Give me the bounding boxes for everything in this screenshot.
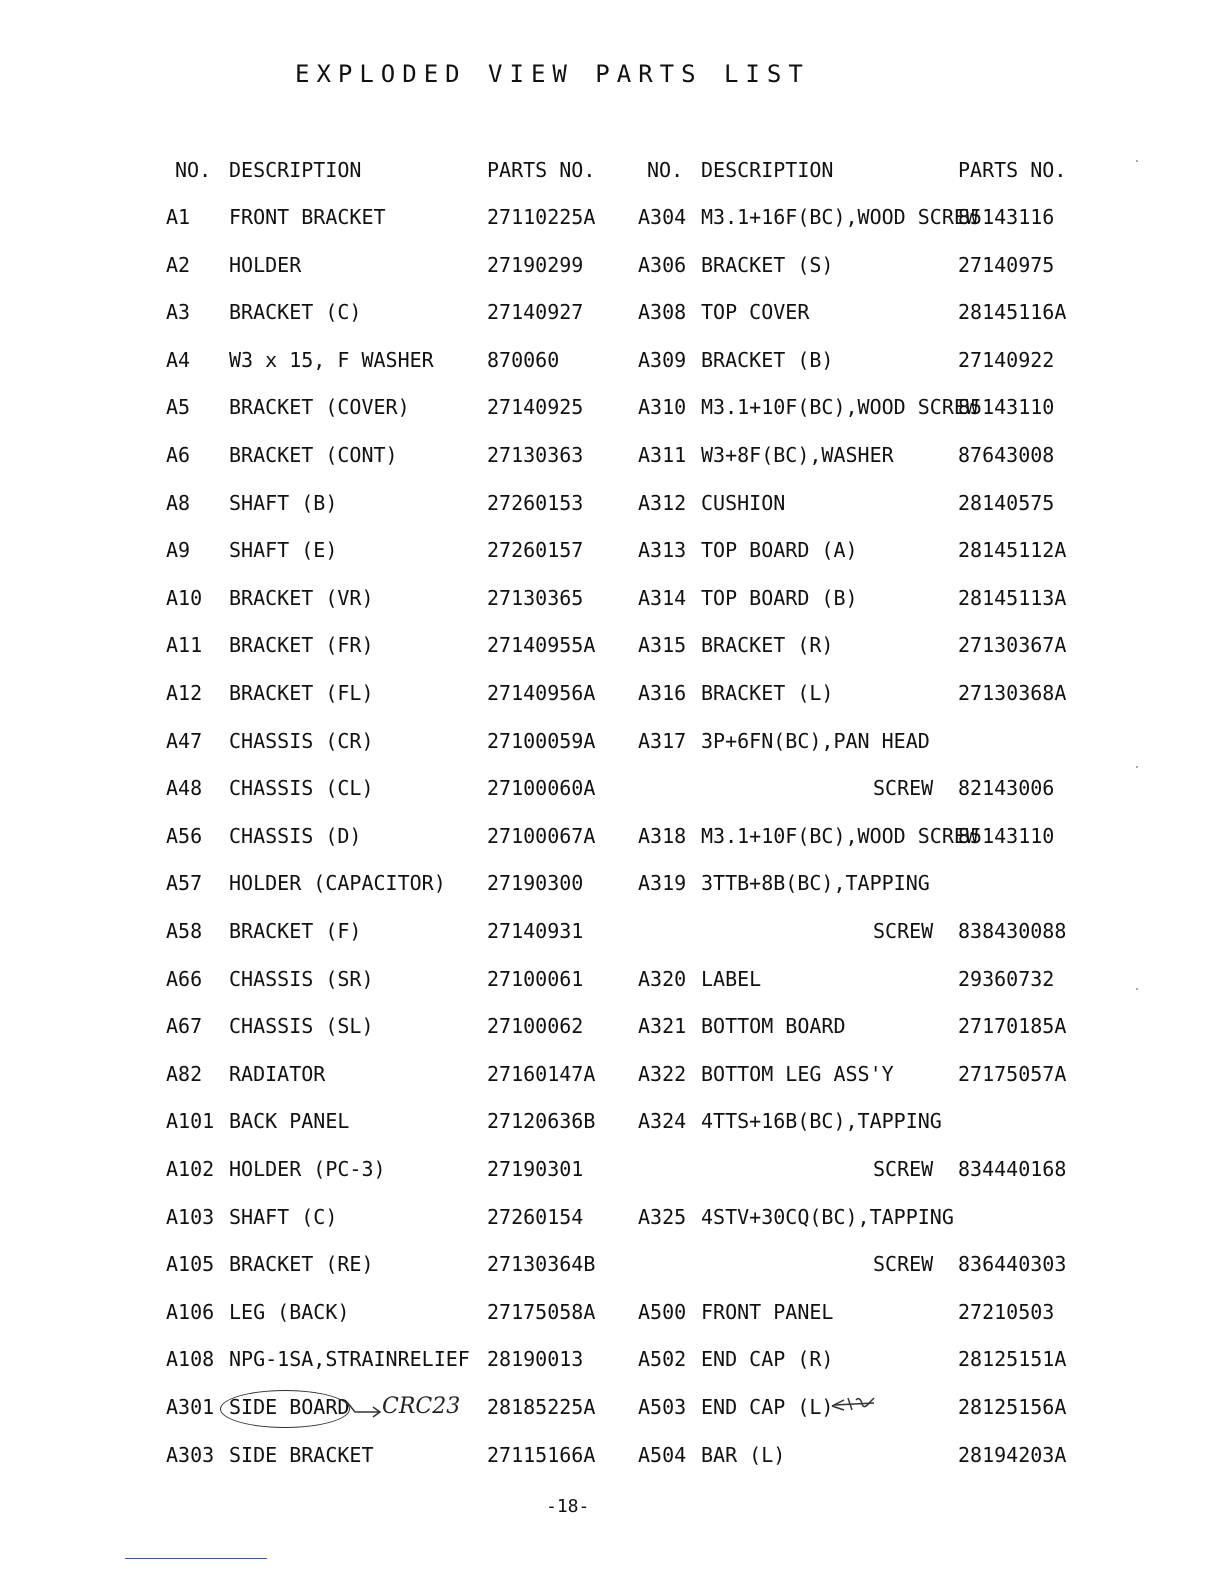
right-row-parts-no: 28145116A — [958, 300, 1067, 324]
page-number: -18- — [546, 1496, 590, 1517]
left-row-parts-no: 27100067A — [487, 824, 596, 848]
left-row-parts-no: 27190299 — [487, 253, 584, 277]
right-row-description: CUSHION — [701, 491, 786, 515]
right-row-no: A312 — [638, 491, 687, 515]
right-row-parts-no: 27170185A — [958, 1014, 1067, 1038]
right-row-parts-no: 29360732 — [958, 967, 1055, 991]
right-row-no: A316 — [638, 681, 687, 705]
left-row-no: A2 — [166, 253, 191, 277]
right-row-parts-no: 27130367A — [958, 633, 1067, 657]
left-row-parts-no: 27160147A — [487, 1062, 596, 1086]
left-row-description: BACK PANEL — [229, 1109, 350, 1133]
left-row-parts-no: 28185225A — [487, 1395, 596, 1419]
left-row-description: SHAFT (E) — [229, 538, 338, 562]
left-row-parts-no: 27130364B — [487, 1252, 596, 1276]
left-row-no: A57 — [166, 871, 203, 895]
left-row-no: A6 — [166, 443, 191, 467]
right-row-parts-no: 85143116 — [958, 205, 1055, 229]
right-row-parts-no: 28145112A — [958, 538, 1067, 562]
left-row-parts-no: 27140925 — [487, 395, 584, 419]
handwritten-arrow-icon — [345, 1398, 385, 1418]
left-row-parts-no: 27100062 — [487, 1014, 584, 1038]
left-row-parts-no: 27130363 — [487, 443, 584, 467]
left-row-no: A10 — [166, 586, 203, 610]
left-header-description: DESCRIPTION — [229, 158, 362, 182]
right-row-no: A503 — [638, 1395, 687, 1419]
left-row-description: FRONT BRACKET — [229, 205, 386, 229]
left-row-description: CHASSIS (CR) — [229, 729, 374, 753]
right-row-description: LABEL — [701, 967, 762, 991]
left-row-no: A67 — [166, 1014, 203, 1038]
left-row-parts-no: 27120636B — [487, 1109, 596, 1133]
left-row-parts-no: 27260157 — [487, 538, 584, 562]
scan-speck — [1136, 988, 1138, 990]
right-row-no: A309 — [638, 348, 687, 372]
right-row-parts-no: 27175057A — [958, 1062, 1067, 1086]
left-row-description: BRACKET (VR) — [229, 586, 374, 610]
right-row-description: M3.1+10F(BC),WOOD SCREW — [701, 824, 978, 848]
right-row-parts-no: 836440303 — [958, 1252, 1067, 1276]
left-row-no: A105 — [166, 1252, 215, 1276]
left-row-no: A101 — [166, 1109, 215, 1133]
left-row-description: CHASSIS (CL) — [229, 776, 374, 800]
right-row-no: A324 — [638, 1109, 687, 1133]
left-row-description: BRACKET (RE) — [229, 1252, 374, 1276]
right-row-parts-no: 28125151A — [958, 1347, 1067, 1371]
left-row-description: SHAFT (B) — [229, 491, 338, 515]
right-row-description: SCREW — [873, 776, 934, 800]
left-row-no: A11 — [166, 633, 203, 657]
left-row-parts-no: 27190301 — [487, 1157, 584, 1181]
left-row-description: HOLDER (CAPACITOR) — [229, 871, 446, 895]
right-row-parts-no: 28125156A — [958, 1395, 1067, 1419]
right-header-no: NO. — [647, 158, 684, 182]
right-row-no: A308 — [638, 300, 687, 324]
right-row-description: 3TTB+8B(BC),TAPPING — [701, 871, 930, 895]
right-row-description: BRACKET (L) — [701, 681, 834, 705]
left-row-no: A82 — [166, 1062, 203, 1086]
left-row-description: BRACKET (F) — [229, 919, 362, 943]
left-row-no: A5 — [166, 395, 191, 419]
right-row-description: FRONT PANEL — [701, 1300, 834, 1324]
left-row-parts-no: 27190300 — [487, 871, 584, 895]
left-row-no: A1 — [166, 205, 191, 229]
right-row-description: BRACKET (B) — [701, 348, 834, 372]
left-row-description: LEG (BACK) — [229, 1300, 350, 1324]
right-row-no: A325 — [638, 1205, 687, 1229]
left-row-parts-no: 27100060A — [487, 776, 596, 800]
right-header-description: DESCRIPTION — [701, 158, 834, 182]
right-row-description: END CAP (L) — [701, 1395, 834, 1419]
left-row-parts-no: 27260154 — [487, 1205, 584, 1229]
left-row-description: CHASSIS (SR) — [229, 967, 374, 991]
handwritten-mark-icon — [830, 1394, 878, 1414]
left-row-parts-no: 27140956A — [487, 681, 596, 705]
left-row-no: A66 — [166, 967, 203, 991]
right-row-parts-no: 85143110 — [958, 395, 1055, 419]
left-row-parts-no: 27140927 — [487, 300, 584, 324]
left-row-parts-no: 27175058A — [487, 1300, 596, 1324]
left-row-parts-no: 870060 — [487, 348, 560, 372]
handwritten-note: CRC23 — [382, 1394, 461, 1419]
right-row-no: A322 — [638, 1062, 687, 1086]
left-row-no: A108 — [166, 1347, 215, 1371]
right-row-parts-no: 834440168 — [958, 1157, 1067, 1181]
left-row-no: A303 — [166, 1443, 215, 1467]
left-row-no: A106 — [166, 1300, 215, 1324]
right-row-description: SCREW — [873, 1157, 934, 1181]
left-row-no: A48 — [166, 776, 203, 800]
left-row-description: SIDE BOARD — [229, 1395, 350, 1419]
right-row-no: A306 — [638, 253, 687, 277]
left-row-no: A9 — [166, 538, 191, 562]
left-row-parts-no: 27260153 — [487, 491, 584, 515]
left-row-no: A103 — [166, 1205, 215, 1229]
left-row-no: A4 — [166, 348, 191, 372]
page-title: EXPLODED VIEW PARTS LIST — [295, 60, 810, 88]
right-header-parts-no: PARTS NO. — [958, 158, 1067, 182]
left-row-no: A8 — [166, 491, 191, 515]
left-row-no: A301 — [166, 1395, 215, 1419]
right-row-description: BOTTOM LEG ASS'Y — [701, 1062, 894, 1086]
right-row-no: A317 — [638, 729, 687, 753]
left-header-parts-no: PARTS NO. — [487, 158, 596, 182]
right-row-description: BRACKET (R) — [701, 633, 834, 657]
right-row-parts-no: 27210503 — [958, 1300, 1055, 1324]
right-row-description: TOP COVER — [701, 300, 810, 324]
right-row-description: M3.1+16F(BC),WOOD SCREW — [701, 205, 978, 229]
right-row-parts-no: 27140922 — [958, 348, 1055, 372]
left-row-parts-no: 27140931 — [487, 919, 584, 943]
left-row-description: RADIATOR — [229, 1062, 326, 1086]
left-row-description: BRACKET (FL) — [229, 681, 374, 705]
right-row-parts-no: 838430088 — [958, 919, 1067, 943]
left-row-no: A58 — [166, 919, 203, 943]
handwritten-circle — [220, 1390, 350, 1428]
right-row-description: END CAP (R) — [701, 1347, 834, 1371]
right-row-no: A310 — [638, 395, 687, 419]
right-row-parts-no: 28145113A — [958, 586, 1067, 610]
left-row-parts-no: 27100059A — [487, 729, 596, 753]
right-row-no: A500 — [638, 1300, 687, 1324]
left-row-description: BRACKET (COVER) — [229, 395, 410, 419]
right-row-description: M3.1+10F(BC),WOOD SCREW — [701, 395, 978, 419]
right-row-description: BRACKET (S) — [701, 253, 834, 277]
right-row-no: A304 — [638, 205, 687, 229]
right-row-description: BOTTOM BOARD — [701, 1014, 846, 1038]
left-row-description: SHAFT (C) — [229, 1205, 338, 1229]
right-row-no: A321 — [638, 1014, 687, 1038]
right-row-parts-no: 28194203A — [958, 1443, 1067, 1467]
right-row-no: A320 — [638, 967, 687, 991]
right-row-description: SCREW — [873, 919, 934, 943]
right-row-parts-no: 27140975 — [958, 253, 1055, 277]
left-row-parts-no: 27115166A — [487, 1443, 596, 1467]
left-row-description: NPG-1SA,STRAINRELIEF — [229, 1347, 470, 1371]
right-row-description: 4STV+30CQ(BC),TAPPING — [701, 1205, 954, 1229]
left-row-description: CHASSIS (SL) — [229, 1014, 374, 1038]
right-row-description: W3+8F(BC),WASHER — [701, 443, 894, 467]
left-row-no: A12 — [166, 681, 203, 705]
left-row-parts-no: 27110225A — [487, 205, 596, 229]
right-row-description: 3P+6FN(BC),PAN HEAD — [701, 729, 930, 753]
right-row-parts-no: 28140575 — [958, 491, 1055, 515]
right-row-parts-no: 27130368A — [958, 681, 1067, 705]
left-row-description: W3 x 15, F WASHER — [229, 348, 434, 372]
right-row-no: A315 — [638, 633, 687, 657]
left-row-description: BRACKET (CONT) — [229, 443, 398, 467]
right-row-no: A313 — [638, 538, 687, 562]
scan-edge-line — [125, 1558, 267, 1559]
left-row-no: A47 — [166, 729, 203, 753]
right-row-parts-no: 85143110 — [958, 824, 1055, 848]
left-row-description: CHASSIS (D) — [229, 824, 362, 848]
left-row-parts-no: 28190013 — [487, 1347, 584, 1371]
right-row-no: A311 — [638, 443, 687, 467]
right-row-description: 4TTS+16B(BC),TAPPING — [701, 1109, 942, 1133]
right-row-no: A318 — [638, 824, 687, 848]
scan-speck — [1136, 766, 1138, 768]
right-row-no: A502 — [638, 1347, 687, 1371]
left-row-parts-no: 27130365 — [487, 586, 584, 610]
left-row-description: BRACKET (FR) — [229, 633, 374, 657]
left-row-no: A56 — [166, 824, 203, 848]
right-row-parts-no: 87643008 — [958, 443, 1055, 467]
left-row-description: HOLDER (PC-3) — [229, 1157, 386, 1181]
left-row-no: A102 — [166, 1157, 215, 1181]
left-header-no: NO. — [175, 158, 212, 182]
right-row-description: TOP BOARD (A) — [701, 538, 858, 562]
right-row-description: BAR (L) — [701, 1443, 786, 1467]
right-row-description: TOP BOARD (B) — [701, 586, 858, 610]
left-row-description: HOLDER — [229, 253, 302, 277]
scan-speck — [1136, 160, 1138, 162]
right-row-no: A504 — [638, 1443, 687, 1467]
left-row-no: A3 — [166, 300, 191, 324]
right-row-parts-no: 82143006 — [958, 776, 1055, 800]
right-row-no: A319 — [638, 871, 687, 895]
right-row-no: A314 — [638, 586, 687, 610]
left-row-description: BRACKET (C) — [229, 300, 362, 324]
left-row-parts-no: 27140955A — [487, 633, 596, 657]
left-row-description: SIDE BRACKET — [229, 1443, 374, 1467]
right-row-description: SCREW — [873, 1252, 934, 1276]
left-row-parts-no: 27100061 — [487, 967, 584, 991]
